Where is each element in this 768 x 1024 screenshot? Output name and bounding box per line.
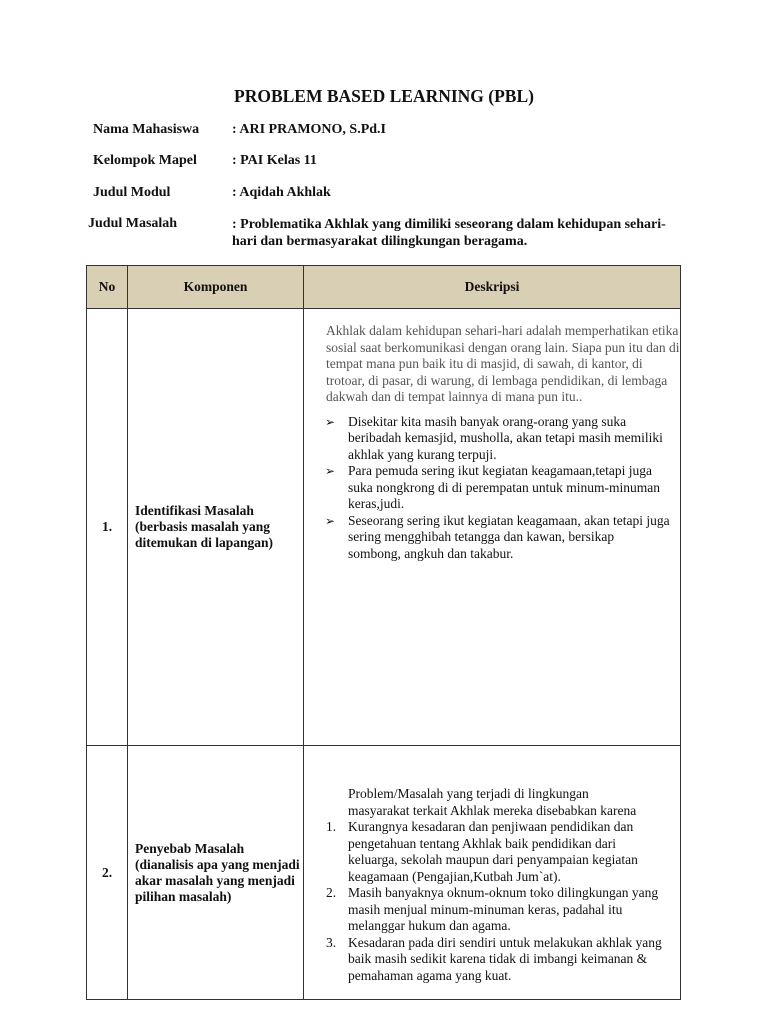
table-header-row: [87, 266, 681, 309]
header-komponen: Komponen: [128, 266, 304, 309]
description-intro: Problem/Masalah yang terjadi di lingkungan masyarakat terkait Akhlak mereka disebabkan karena: [348, 786, 637, 818]
masalah-label: Judul Masalah: [88, 216, 178, 231]
header-no: No: [87, 266, 128, 309]
problem-list: [304, 414, 680, 563]
list-item: 1. Kurangnya kesadaran dan penjiwaan pendidikan dan pengetahuan tentang Akhlak baik pendidikan dari keluarga, sekolah maupun dari penyampaian kegiatan keagamaan (Pengajian,Kutbah Jum`at).: [326, 819, 638, 884]
header-deskripsi: Deskripsi: [304, 266, 681, 309]
row-deskripsi: [304, 309, 681, 746]
row-deskripsi: [304, 746, 681, 1000]
masalah-value: : Problematika Akhlak yang dimiliki seseorang dalam kehidupan sehari-hari dan bermasyarakat dilingkungan beragama.: [232, 217, 666, 249]
row-number: 1.: [87, 309, 128, 746]
list-item: ➢ Seseorang sering ikut kegiatan keagamaan, akan tetapi juga sering mengghibah tetangga dan kawan, bersikap sombong, angkuh dan takabur.: [325, 512, 670, 561]
list-item: 3. Kesadaran pada diri sendiri untuk melakukan akhlak yang baik masih sedikit karena tidak di imbangi keimanan & pemahaman agama yang kuat.: [326, 934, 662, 983]
table-row: [87, 309, 681, 746]
arrow-bullet-icon: ➢: [325, 414, 336, 429]
kelompok-label: Kelompok Mapel: [93, 153, 197, 168]
row-number: 2.: [87, 746, 128, 1000]
modul-value: : Aqidah Akhlak: [232, 185, 331, 200]
document-title: PROBLEM BASED LEARNING (PBL): [234, 86, 534, 106]
description-intro: Akhlak dalam kehidupan sehari-hari adalah memperhatikan etika sosial saat berkomunikasi dengan orang lain. Siapa pun itu dan di tempat mana pun baik itu di masjid, di sawah, di kantor, di trotoar, di pasar, di warung, di lembaga pendidikan, di lembaga dakwah dan di tempat lainnya di mana pun itu..: [326, 323, 680, 404]
cause-list: [304, 819, 680, 984]
list-item: 2. Masih banyaknya oknum-oknum toko dilingkungan yang masih menjual minum-minuman keras, padahal itu melanggar hukum dan agama.: [326, 885, 659, 933]
arrow-bullet-icon: ➢: [325, 513, 336, 528]
list-item: ➢ Para pemuda sering ikut kegiatan keagamaan,tetapi juga suka nongkrong di di perempatan untuk minum-minuman keras,judi.: [325, 463, 660, 511]
nama-label: Nama Mahasiswa: [93, 122, 200, 137]
pbl-table: [86, 265, 681, 1000]
row-komponen: Penyebab Masalah (dianalisis apa yang menjadi akar masalah yang menjadi pilihan masalah): [128, 746, 304, 1000]
row-komponen: Identifikasi Masalah (berbasis masalah yang ditemukan di lapangan): [128, 309, 304, 746]
kelompok-value: : PAI Kelas 11: [232, 153, 317, 168]
list-item: ➢ Disekitar kita masih banyak orang-orang yang suka beribadah kemasjid, musholla, akan tetapi masih memiliki akhlak yang kurang terpuji.: [325, 413, 663, 462]
table-row: [87, 746, 681, 1000]
modul-label: Judul Modul: [93, 185, 171, 200]
nama-value: : ARI PRAMONO, S.Pd.I: [232, 122, 387, 137]
arrow-bullet-icon: ➢: [325, 464, 336, 478]
